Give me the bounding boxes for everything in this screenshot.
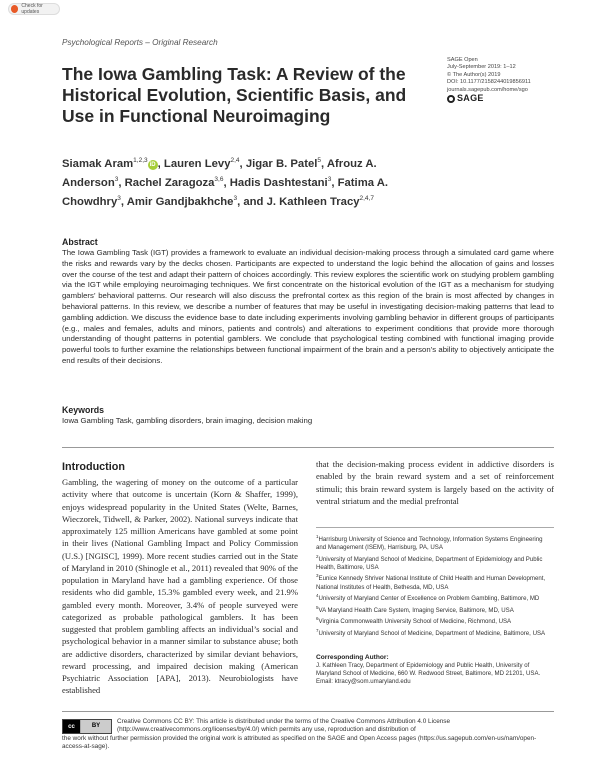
journal-name: Psychological Reports – Original Research: [62, 38, 218, 47]
corresponding-author-heading: Corresponding Author:: [316, 654, 389, 661]
affiliations: [316, 533, 554, 639]
cc-by-badge[interactable]: [62, 719, 112, 734]
sage-logo-icon: [447, 95, 455, 103]
article-title: The Iowa Gambling Task: A Review of the Historical Evolution, Scientific Basis, and Use in Functional Neuroimaging: [62, 64, 407, 126]
check-for-updates-label: Check for updates: [21, 3, 43, 15]
keywords-heading: Keywords: [62, 405, 105, 415]
author-name[interactable]: Rachel Zaragoza: [124, 176, 215, 189]
author-affiliation-mark: 2,4: [230, 157, 240, 164]
author-name[interactable]: Lauren Levy: [163, 157, 231, 170]
affiliation-item: $^1$Harrisburg University of Science and Technology, Information Systems Engineering and Management (ISEM), Harrisburg, PA, USA: [316, 534, 543, 552]
affiliation-item: $^3$Eunice Kennedy Shriver National Institute of Child Health and Human Development, National Institutes of Health, Bethesda, MD, USA: [316, 573, 546, 591]
journal-label: SAGE Open: [447, 57, 478, 63]
author-affiliation-mark: 2,4,7: [359, 194, 374, 202]
author-affiliation-mark: 3: [327, 175, 332, 183]
cc-icon: cc: [63, 720, 80, 733]
author-name[interactable]: Jigar B. Patel: [245, 157, 318, 170]
affiliation-item: $^2$University of Maryland School of Medicine, Department of Epidemiology and Public Health, Baltimore, USA: [316, 553, 543, 571]
author-name[interactable]: Hadis Dashtestani: [229, 176, 328, 189]
abstract-heading: Abstract: [62, 237, 98, 247]
author-affiliation-mark: 3: [114, 175, 119, 183]
affiliations-divider: [316, 527, 554, 528]
divider: [62, 447, 554, 448]
abstract-text: The Iowa Gambling Task (IGT) provides a framework to evaluate an individual decision-making process through a simulated card game where the risks and rewards vary by the decks chosen. Participants are expected to understand the logic behind the allocation of gains and losses over the course of the test and adapt their pattern of choices accordingly. This review explores the scientific work on studying problem gambling via the IGT while employing neuroimaging techniques. We first concentrate on the historical evolution of the IGT as a mechanism for studying gamblers’ behavioral patterns. Our research will also discuss the prefrontal cortex as this region of the brain is most affected by changes in behavioral patterns. In this review, we describe a number of features that may be useful in investigating decision-making patterns that lead to gambling addiction. We discuss the evidence base to date including experiments involving gambling behavior in different groups of participants (e.g., males and females, adults and minors, patients and controls) and alterations to experiment conditions that provide more thorough understanding of thought patterns in potential gamblers. We conclude that psychological testing combined with functional imaging provide powerful tools to further examine the relationships between functional impairment of the brain and a person’s ability to objectively anticipate the end results of their decisions.: [62, 248, 554, 365]
affiliation-item: $^6$Virginia Commonwealth University School of Medicine, Richmond, USA: [316, 616, 512, 626]
author-affiliation-mark: 3: [233, 194, 238, 202]
by-icon: BY: [81, 720, 111, 733]
issue-info: July-September 2019: 1–12: [447, 64, 516, 71]
copyright: © The Author(s) 2019: [447, 71, 501, 78]
introduction-heading: Introduction: [62, 461, 125, 473]
license-text-1: Creative Commons CC BY: This article is distributed under the terms of the Creative Commons Attribution 4.0 License (http://www.creativecommons.org/licenses/by/4.0/) which permits any use, reproduction and distribution of: [117, 718, 451, 734]
author-affiliation-mark: 5: [317, 157, 322, 164]
keywords-text: Iowa Gambling Task, gambling disorders, brain imaging, decision making: [62, 416, 313, 425]
corresponding-author-text: J. Kathleen Tracy, Department of Epidemiology and Public Health, University of Maryland School of Medicine, 660 W. Redwood Street, Baltimore, MD 21201, USA. Email: ktracy@som.umaryland.edu: [316, 662, 541, 686]
doi[interactable]: DOI: 10.1177/2158244019856911: [447, 79, 531, 86]
author-affiliation-mark: 3: [117, 194, 121, 202]
author-list: Siamak Aram$^{1,2,3}$iD , Lauren Levy$^{2,4}$, Jigar B. Patel$^5$, Afrouz A. Anderson$^3$, Rachel Zaragoza$^{3,6}$, Hadis Dashtestani$^3$, Fatima A. Chowdhry$^3$, Amir Gandjbakhche$^3$, and J. Kathleen Tracy$^{2,4,7}$: [62, 157, 389, 208]
author-name[interactable]: J. Kathleen Tracy: [266, 195, 360, 208]
affiliation-item: $^4$University of Maryland Center of Excellence on Problem Gambling, Baltimore, MD: [316, 593, 540, 603]
introduction-left-column: Gambling, the wagering of money on the outcome of a particular activity where that outcome is uncertain (Korn & Shaffer, 1999), enjoys widespread popularity in the United States (Welte, Barnes, Wieczorek, Tidwell, & Parker, 2002). National surveys indicate that approximately 125 million Americans have gambled at some point in their lives (National Gambling Impact and Policy Commission (U.S.) [NGISC], 1999). More recent studies carried out in the State of Maryland in 2010 (Shinogle et al., 2011) revealed that 90% of the population in Maryland have had a gambling experience. Of those residents who did gamble, 15.3% gambled every week, and 21.9% gambled every month. Moreover, 3.4% of people surveyed were categorized as probable pathological gamblers. It has been suggested that problem gambling affects an individual’s social and psychological behavior in a manner similar to substance abuse; both are addictive disorders, characterized by similar deviant behaviors, reward processing, and impaired decision making (American Psychiatric Association [APA], 2013). Neurobiologists have established: [62, 477, 298, 696]
footer-divider: [62, 711, 554, 712]
author-name[interactable]: Fatima A. Chowdhry: [62, 176, 389, 208]
publication-info: [447, 57, 531, 103]
journal-url[interactable]: journals.sagepub.com/home/sgo: [447, 86, 528, 93]
introduction-right-column: that the decision-making process evident in addictive disorders is enabled by the brain reward system and a set of reinforcement stimuli; this brain reward system is largely based on the activity of ventral striatum and the medial prefrontal: [316, 459, 554, 506]
author-affiliation-mark: 3,6: [214, 175, 224, 183]
orcid-icon[interactable]: iD: [149, 161, 156, 168]
sage-logo: [447, 95, 531, 103]
license-text-2: the work without further permission provided the original work is attributed as specified on the SAGE and Open Access pages (https://us.sagepub.com/en-us/nam/open-access-at-sage).: [62, 735, 537, 751]
sage-logo-text: SAGE: [457, 93, 484, 104]
author-name[interactable]: Siamak Aram: [62, 157, 134, 170]
author-name[interactable]: Amir Gandjbakhche: [126, 195, 234, 208]
update-icon: [11, 5, 18, 13]
author-affiliation-mark: 1,2,3: [133, 157, 148, 164]
author-name[interactable]: Afrouz A. Anderson: [62, 157, 377, 189]
check-for-updates-badge[interactable]: [8, 3, 60, 15]
affiliation-item: $^7$University of Maryland School of Medicine, Department of Medicine, Baltimore, USA: [316, 628, 546, 638]
affiliation-item: $^5$VA Maryland Health Care System, Imaging Service, Baltimore, MD, USA: [316, 604, 514, 614]
